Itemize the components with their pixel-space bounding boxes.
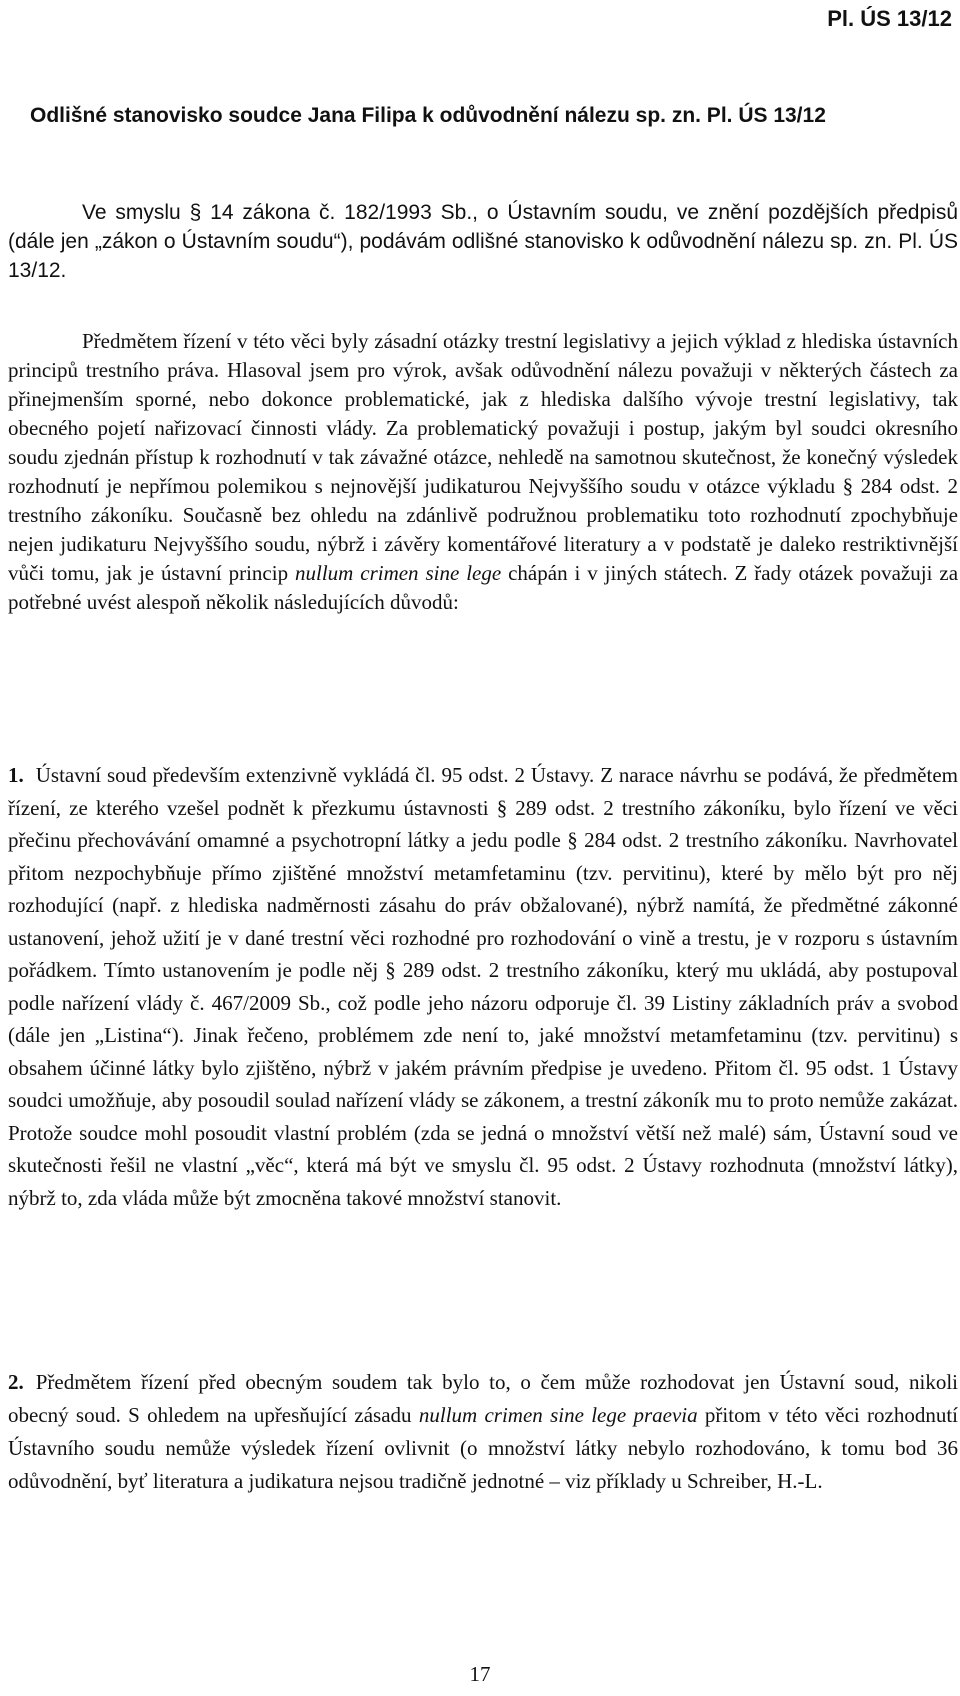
- point-2-number: 2.: [8, 1370, 24, 1394]
- paragraph-2-text-end: chápán i v jiných státech. Z řady otázek považuji za potřebné uvést alespoň několik následujících důvodů:: [8, 561, 959, 614]
- point-1-number: 1.: [8, 763, 24, 787]
- point-1-paragraph: [8, 759, 958, 1214]
- latin-maxim-2: nullum crimen sine lege praevia: [418, 1403, 698, 1427]
- point-2-text-end: přitom v této věci rozhodnutí Ústavního soudu nemůže výsledek řízení ovlivnit (o množství látky nebylo rozhodováno, k tomu bod 36 odůvodnění, byť literatura a judikatura nejsou tradičně jednotné – viz příklady u Schreiber, H.-L.: [8, 1403, 959, 1493]
- point-2-text: Předmětem řízení před obecným soudem tak bylo to, o čem může rozhodovat jen Ústavní soud, nikoli obecný soud. S ohledem na upřesňující zásadu: [8, 1370, 958, 1427]
- point-2-paragraph: [8, 1366, 958, 1498]
- header-reference: Pl. ÚS 13/12: [827, 6, 952, 31]
- point-1-text: Ústavní soud především extenzivně vykládá čl. 95 odst. 2 Ústavy. Z narace návrhu se podává, že předmětem řízení, ze kterého vzešel podnět k přezkumu ústavnosti § 289 odst. 2 trestního zákoníku, bylo řízení ve věci přečinu přechovávání omamné a psychotropní látky a jedu podle § 284 odst. 2 trestního zákoníku. Navrhovatel přitom nezpochybňuje přímo zjištěné množství metamfetaminu (tzv. pervitinu), které by mělo být pro něj rozhodující (např. z hlediska nadměrnosti zásahu do práv obžalované), nýbrž namítá, že předmětné zákonné ustanovení, jehož užití je v dané trestní věci rozhodné pro rozhodování o vině a trestu, je v rozporu s ústavním pořádkem. Tímto ustanovením je podle něj § 289 odst. 2 trestního zákoníku, který mu ukládá, aby postupoval podle nařízení vlády č. 467/2009 Sb., což podle jeho názoru odporuje čl. 39 Listiny základních práv a svobod (dále jen „Listina“). Jinak řečeno, problémem zde není to, jaké množství metamfetaminu (tzv. pervitinu) s obsahem účinné látky bylo zjištěno, nýbrž v jakém právním předpise je uvedeno. Přitom čl. 95 odst. 1 Ústavy soudci umožňuje, aby posoudil soulad nařízení vlády se zákonem, a trestní zákoník mu to proto nemůže zakázat. Protože soudce mohl posoudit vlastní problém (zda se jedná o množství větší než malé) sám, Ústavní soud ve skutečnosti řešil ne vlastní „věc“, která má být ve smyslu čl. 95 odst. 2 Ústavy rozhodnuta (množství látky), nýbrž to, zda vláda může být zmocněna takové množství stanovit.: [8, 763, 958, 1210]
- page-number: 17: [469, 1662, 491, 1686]
- intro-paragraph: [8, 198, 958, 285]
- intro-text: Ve smyslu § 14 zákona č. 182/1993 Sb., o Ústavním soudu, ve znění pozdějších předpisů (dále jen „zákon o Ústavním soudu“), podávám odlišné stanovisko k odůvodnění nálezu sp. zn. Pl. ÚS 13/12.: [8, 201, 958, 282]
- paragraph-2: [8, 327, 958, 617]
- paragraph-2-text: Předmětem řízení v této věci byly zásadní otázky trestní legislativy a jejich výklad z hlediska ústavních principů trestního práva. Hlasoval jsem pro výrok, avšak odůvodnění nálezu považuji v některých částech za přinejmenším sporné, nebo dokonce problematické, jak z hlediska dalšího vývoje trestní legislativy, tak obecného pojetí nařizovací činnosti vlády. Za problematický považuji i postup, jakým byl soudci okresního soudu zjednán přístup k rozhodnutí v tak závažné otázce, nehledě na samotnou skutečnost, že konečný výsledek rozhodnutí je nepřímou polemikou s nejnovější judikaturou Nejvyššího soudu v otázce výkladu § 284 odst. 2 trestního zákoníku. Současně bez ohledu na zdánlivě podružnou problematiku toto rozhodnutí zpochybňuje nejen judikaturu Nejvyššího soudu, nýbrž i závěry komentářové literatury a v podstatě je daleko restriktivnější vůči tomu, jak je ústavní princip: [8, 329, 958, 585]
- latin-maxim: nullum crimen sine lege: [295, 561, 502, 585]
- document-title: Odlišné stanovisko soudce Jana Filipa k odůvodnění nálezu sp. zn. Pl. ÚS 13/12: [30, 104, 826, 127]
